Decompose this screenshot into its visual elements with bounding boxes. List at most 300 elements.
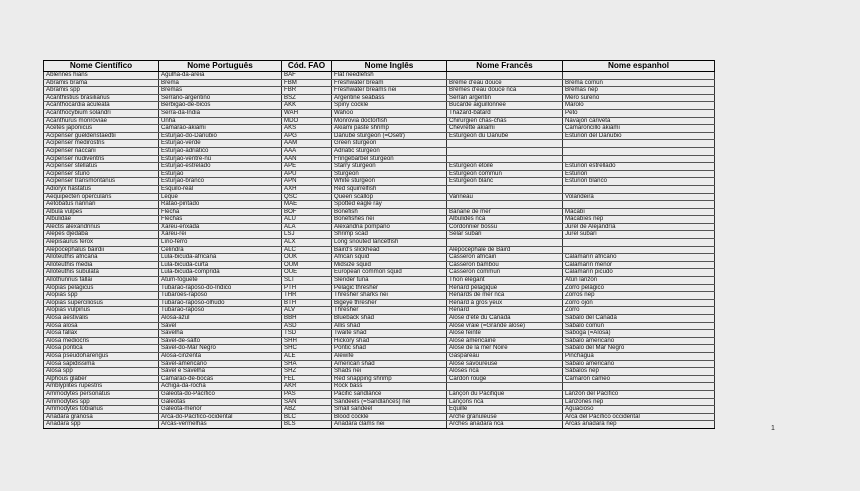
cell-fao-code: AAN xyxy=(282,155,332,163)
cell-spanish-name: Camaroncillo akiami xyxy=(563,125,715,133)
cell-portuguese-name: Esturjão-branco xyxy=(159,178,282,186)
cell-french-name: Sélar subari xyxy=(447,231,563,239)
cell-spanish-name: Sábalo americano xyxy=(563,360,715,368)
cell-scientific-name: Abramis spp xyxy=(44,87,159,95)
table-row xyxy=(44,223,715,231)
cell-portuguese-name: Ratão-pintado xyxy=(159,201,282,209)
cell-fao-code: AAM xyxy=(282,140,332,148)
table-row xyxy=(44,277,715,285)
cell-english-name: White sturgeon xyxy=(332,178,447,186)
cell-spanish-name: Esturión estrellado xyxy=(563,163,715,171)
cell-fao-code: BBH xyxy=(282,315,332,323)
cell-spanish-name: Arca del Pacífico occidental xyxy=(563,413,715,421)
cell-spanish-name: Macabíes nep xyxy=(563,216,715,224)
cell-french-name: Renards de mer nca xyxy=(447,292,563,300)
cell-spanish-name xyxy=(563,147,715,155)
cell-portuguese-name: Arcas-vermelhas xyxy=(159,421,282,429)
cell-portuguese-name: Lírio-ferro xyxy=(159,239,282,247)
cell-fao-code: AXH xyxy=(282,185,332,193)
cell-spanish-name: Sábalo americano xyxy=(563,337,715,345)
cell-french-name: Vanneau xyxy=(447,193,563,201)
cell-portuguese-name: Xareu-rei xyxy=(159,231,282,239)
cell-scientific-name: Amblyplites rupestris xyxy=(44,383,159,391)
cell-french-name xyxy=(447,239,563,247)
cell-french-name xyxy=(447,383,563,391)
header-fao-code: Cód. FAO xyxy=(282,61,332,72)
cell-portuguese-name: Lula-bicuda-africana xyxy=(159,254,282,262)
cell-french-name: Renard à gros yeux xyxy=(447,299,563,307)
cell-english-name: Blood cockle xyxy=(332,413,447,421)
cell-portuguese-name: Galeota-do-Pacífico xyxy=(159,390,282,398)
cell-spanish-name: Zorro xyxy=(563,307,715,315)
cell-fao-code: LSJ xyxy=(282,231,332,239)
cell-portuguese-name: Lula-bicuda-curta xyxy=(159,261,282,269)
cell-scientific-name: Alosa alosa xyxy=(44,322,159,330)
table-header xyxy=(44,61,715,72)
cell-french-name: Serran argentin xyxy=(447,94,563,102)
cell-spanish-name: Peto xyxy=(563,109,715,117)
cell-english-name: Freshwater breams nei xyxy=(332,87,447,95)
cell-fao-code: WAH xyxy=(282,109,332,117)
cell-english-name: Long snouted lancetfish xyxy=(332,239,447,247)
cell-fao-code: SLT xyxy=(282,277,332,285)
table-row xyxy=(44,254,715,262)
cell-spanish-name: Camarón cameo xyxy=(563,375,715,383)
cell-french-name: Aloses nca xyxy=(447,368,563,376)
cell-english-name: European common squid xyxy=(332,269,447,277)
cell-portuguese-name: Esturjão-do-Danúbio xyxy=(159,132,282,140)
cell-english-name: Allis shad xyxy=(332,322,447,330)
cell-spanish-name xyxy=(563,383,715,391)
species-names-table xyxy=(43,60,715,429)
cell-french-name: Alose vraie (=Grande alose) xyxy=(447,322,563,330)
cell-english-name: African squid xyxy=(332,254,447,262)
cell-portuguese-name: Esquilo-real xyxy=(159,185,282,193)
cell-scientific-name: Abramis brama xyxy=(44,79,159,87)
table-row xyxy=(44,109,715,117)
cell-fao-code: TSD xyxy=(282,330,332,338)
cell-spanish-name: Sábalo del Canadá xyxy=(563,315,715,323)
table-body xyxy=(44,72,715,429)
cell-english-name: Blueback shad xyxy=(332,315,447,323)
cell-scientific-name: Alosa pseudoharengus xyxy=(44,352,159,360)
cell-english-name: Spotted eagle ray xyxy=(332,201,447,209)
cell-fao-code: BLS xyxy=(282,421,332,429)
cell-spanish-name: Lanzones nep xyxy=(563,398,715,406)
table-row xyxy=(44,360,715,368)
cell-fao-code: BOF xyxy=(282,208,332,216)
cell-scientific-name: Aetobatus narinari xyxy=(44,201,159,209)
cell-fao-code: ALC xyxy=(282,246,332,254)
cell-fao-code: AKK xyxy=(282,102,332,110)
cell-english-name: Queen scallop xyxy=(332,193,447,201)
cell-spanish-name: Sábalo común xyxy=(563,322,715,330)
cell-portuguese-name: Alosa-azul xyxy=(159,315,282,323)
cell-portuguese-name: Leque xyxy=(159,193,282,201)
cell-spanish-name: Volandeira xyxy=(563,193,715,201)
cell-portuguese-name: Sável xyxy=(159,322,282,330)
cell-scientific-name: Aequipecten opercularis xyxy=(44,193,159,201)
cell-portuguese-name: Sável-americano xyxy=(159,360,282,368)
cell-fao-code: ALV xyxy=(282,307,332,315)
cell-fao-code: SAN xyxy=(282,398,332,406)
cell-french-name: Chirurgien chas-chas xyxy=(447,117,563,125)
table-row xyxy=(44,208,715,216)
cell-scientific-name: Alloteuthis media xyxy=(44,261,159,269)
header-english-name: Nome Inglês xyxy=(332,61,447,72)
cell-spanish-name: Atún lanzón xyxy=(563,277,715,285)
cell-scientific-name: Anadara granosa xyxy=(44,413,159,421)
table-row xyxy=(44,269,715,277)
cell-spanish-name xyxy=(563,72,715,80)
table-row xyxy=(44,201,715,209)
cell-fao-code: FBM xyxy=(282,79,332,87)
cell-english-name: Pelagic thresher xyxy=(332,284,447,292)
cell-scientific-name: Alphous glaber xyxy=(44,375,159,383)
cell-scientific-name: Acipenser medirostris xyxy=(44,140,159,148)
header-spanish-name: Nome espanhol xyxy=(563,61,715,72)
cell-french-name: Brème d'eau douce xyxy=(447,79,563,87)
table-row xyxy=(44,163,715,171)
cell-fao-code: ALX xyxy=(282,239,332,247)
cell-french-name: Alose d'été du Canada xyxy=(447,315,563,323)
cell-fao-code: BTH xyxy=(282,299,332,307)
cell-english-name: Fringebarbel sturgeon xyxy=(332,155,447,163)
cell-scientific-name: Acanthurus monroviae xyxy=(44,117,159,125)
cell-french-name: Alépocéphale de Baird xyxy=(447,246,563,254)
cell-french-name: Esturgeon commun xyxy=(447,170,563,178)
cell-english-name: Red snapping shrimp xyxy=(332,375,447,383)
cell-portuguese-name: Brema xyxy=(159,79,282,87)
cell-english-name: Sandeels (=Sandlances) nei xyxy=(332,398,447,406)
cell-english-name: Bonefishes nei xyxy=(332,216,447,224)
cell-fao-code: OUE xyxy=(282,269,332,277)
cell-portuguese-name: Esturjão-ventre-nú xyxy=(159,155,282,163)
cell-portuguese-name: Achigã-da-rocha xyxy=(159,383,282,391)
cell-scientific-name: Albula vulpes xyxy=(44,208,159,216)
cell-french-name: Lançons nca xyxy=(447,398,563,406)
table-row xyxy=(44,375,715,383)
cell-spanish-name xyxy=(563,155,715,163)
cell-french-name: Cardon rouge xyxy=(447,375,563,383)
cell-spanish-name: Bremas nep xyxy=(563,87,715,95)
table-row xyxy=(44,368,715,376)
cell-english-name: Hickory shad xyxy=(332,337,447,345)
cell-fao-code: MDO xyxy=(282,117,332,125)
table-row xyxy=(44,406,715,414)
cell-scientific-name: Alloteuthis subulata xyxy=(44,269,159,277)
header-scientific-name: Nome Científico xyxy=(44,61,159,72)
cell-english-name: Adriatic sturgeon xyxy=(332,147,447,155)
cell-fao-code: AKR xyxy=(282,383,332,391)
cell-fao-code: BAF xyxy=(282,72,332,80)
header-portuguese-name: Nome Português xyxy=(159,61,282,72)
cell-french-name: Casseron africain xyxy=(447,254,563,262)
cell-scientific-name: Acanthocardia aculeata xyxy=(44,102,159,110)
cell-scientific-name: Alosa sapidissima xyxy=(44,360,159,368)
table-row xyxy=(44,87,715,95)
table-row xyxy=(44,94,715,102)
cell-french-name: Alose de la mer Noire xyxy=(447,345,563,353)
cell-french-name: Casseron commun xyxy=(447,269,563,277)
cell-spanish-name: Arcas anadara nep xyxy=(563,421,715,429)
cell-scientific-name: Ammodytes personatus xyxy=(44,390,159,398)
cell-scientific-name: Acipenser stellatus xyxy=(44,163,159,171)
cell-french-name xyxy=(447,147,563,155)
cell-english-name: American shad xyxy=(332,360,447,368)
table-row xyxy=(44,421,715,429)
cell-spanish-name: Marolo xyxy=(563,102,715,110)
table-row xyxy=(44,155,715,163)
cell-english-name: Rock bass xyxy=(332,383,447,391)
cell-spanish-name: Calamarín menor xyxy=(563,261,715,269)
cell-french-name: Thazard-bâtard xyxy=(447,109,563,117)
cell-english-name: Danube sturgeon (=Osetr) xyxy=(332,132,447,140)
table-row xyxy=(44,72,715,80)
cell-fao-code: APN xyxy=(282,178,332,186)
table-row xyxy=(44,345,715,353)
cell-portuguese-name: Esturjão xyxy=(159,170,282,178)
cell-scientific-name: Alopias superciliosus xyxy=(44,299,159,307)
cell-french-name: Lançon du Pacifique xyxy=(447,390,563,398)
cell-fao-code: APG xyxy=(282,132,332,140)
cell-scientific-name: Anadara spp xyxy=(44,421,159,429)
cell-fao-code: PAS xyxy=(282,390,332,398)
cell-english-name: Thresher sharks nei xyxy=(332,292,447,300)
table-row xyxy=(44,216,715,224)
cell-english-name: Akiami paste shrimp xyxy=(332,125,447,133)
table-row xyxy=(44,261,715,269)
cell-fao-code: ALA xyxy=(282,223,332,231)
cell-fao-code: ASD xyxy=(282,322,332,330)
cell-french-name: Bucarde aiguillonnee xyxy=(447,102,563,110)
cell-english-name: Alexandria pompano xyxy=(332,223,447,231)
cell-fao-code: THR xyxy=(282,292,332,300)
table-row xyxy=(44,337,715,345)
cell-english-name: Flat needlefish xyxy=(332,72,447,80)
cell-fao-code: BLC xyxy=(282,413,332,421)
table-row xyxy=(44,322,715,330)
cell-fao-code: BSZ xyxy=(282,94,332,102)
cell-fao-code: SHZ xyxy=(282,368,332,376)
cell-spanish-name: Sábalos nep xyxy=(563,368,715,376)
cell-english-name: Thresher xyxy=(332,307,447,315)
cell-spanish-name xyxy=(563,201,715,209)
cell-portuguese-name: Lula-bicuda-comprida xyxy=(159,269,282,277)
cell-english-name: Green sturgeon xyxy=(332,140,447,148)
table-row xyxy=(44,398,715,406)
cell-french-name: Arche granuleuse xyxy=(447,413,563,421)
cell-spanish-name xyxy=(563,185,715,193)
cell-french-name xyxy=(447,155,563,163)
table-row xyxy=(44,299,715,307)
cell-portuguese-name: Serrano-argentino xyxy=(159,94,282,102)
cell-english-name: Pacific sandlance xyxy=(332,390,447,398)
cell-scientific-name: Acipenser transmontanus xyxy=(44,178,159,186)
cell-scientific-name: Acipenser gueldenstaedtii xyxy=(44,132,159,140)
cell-english-name: Sturgeon xyxy=(332,170,447,178)
cell-portuguese-name: Tubarão-raposo xyxy=(159,307,282,315)
cell-spanish-name: Zorros nep xyxy=(563,292,715,300)
cell-spanish-name: Esturión xyxy=(563,170,715,178)
cell-french-name: Casseron bambou xyxy=(447,261,563,269)
cell-portuguese-name: Celindra xyxy=(159,246,282,254)
cell-french-name: Cordonnier bossu xyxy=(447,223,563,231)
cell-portuguese-name: Esturjão-estrelado xyxy=(159,163,282,171)
cell-portuguese-name: Alosa-cinzenta xyxy=(159,352,282,360)
table-row xyxy=(44,246,715,254)
cell-english-name: Starry sturgeon xyxy=(332,163,447,171)
cell-spanish-name: Pinchagua xyxy=(563,352,715,360)
cell-english-name: Anadara clams nei xyxy=(332,421,447,429)
cell-scientific-name: Alloteuthis africana xyxy=(44,254,159,262)
cell-english-name: Monrovia doctorfish xyxy=(332,117,447,125)
cell-scientific-name: Albulidae xyxy=(44,216,159,224)
cell-english-name: Twaite shad xyxy=(332,330,447,338)
cell-fao-code: SHA xyxy=(282,360,332,368)
cell-spanish-name: Esturión blanco xyxy=(563,178,715,186)
cell-portuguese-name: Camarão-akiami xyxy=(159,125,282,133)
cell-english-name: Argentine seabass xyxy=(332,94,447,102)
cell-spanish-name: Mero sureño xyxy=(563,94,715,102)
cell-scientific-name: Alepes djedaba xyxy=(44,231,159,239)
cell-fao-code: APU xyxy=(282,170,332,178)
table-row xyxy=(44,79,715,87)
header-row xyxy=(44,61,715,72)
table-row xyxy=(44,231,715,239)
cell-scientific-name: Ablennes hians xyxy=(44,72,159,80)
cell-portuguese-name: Flechas xyxy=(159,216,282,224)
cell-spanish-name: Brema común xyxy=(563,79,715,87)
cell-spanish-name: Aguacioso xyxy=(563,406,715,414)
cell-english-name: Baird's slickhead xyxy=(332,246,447,254)
table-row xyxy=(44,102,715,110)
cell-portuguese-name: Agulha-da-areia xyxy=(159,72,282,80)
cell-spanish-name: Zorro ojón xyxy=(563,299,715,307)
table-row xyxy=(44,185,715,193)
table-row xyxy=(44,307,715,315)
cell-portuguese-name: Unha xyxy=(159,117,282,125)
cell-english-name: Shrimp scad xyxy=(332,231,447,239)
table-row xyxy=(44,284,715,292)
cell-scientific-name: Alopias pelagicus xyxy=(44,284,159,292)
cell-english-name: Bigeye thresher xyxy=(332,299,447,307)
cell-scientific-name: Alepisaurus ferox xyxy=(44,239,159,247)
table-row xyxy=(44,390,715,398)
cell-spanish-name: Jurel subarí xyxy=(563,231,715,239)
cell-portuguese-name: Xareu-enxada xyxy=(159,223,282,231)
cell-portuguese-name: Atum-foguete xyxy=(159,277,282,285)
cell-english-name: Slender tuna xyxy=(332,277,447,285)
table-row xyxy=(44,193,715,201)
cell-scientific-name: Alosa mediocris xyxy=(44,337,159,345)
cell-portuguese-name: Berbigão-de-bicos xyxy=(159,102,282,110)
cell-portuguese-name: Tubarão-raposo-olhudo xyxy=(159,299,282,307)
cell-portuguese-name: Savelha xyxy=(159,330,282,338)
cell-portuguese-name: Serra-da-Índia xyxy=(159,109,282,117)
cell-scientific-name: Acipenser naccarii xyxy=(44,147,159,155)
cell-english-name: Red squirrelfish xyxy=(332,185,447,193)
cell-fao-code: OUM xyxy=(282,261,332,269)
cell-portuguese-name: Tubarões-raposo xyxy=(159,292,282,300)
cell-portuguese-name: Sável-de-salto xyxy=(159,337,282,345)
cell-scientific-name: Alopias spp xyxy=(44,292,159,300)
cell-scientific-name: Alepocephalus bairdii xyxy=(44,246,159,254)
cell-portuguese-name: Bremas xyxy=(159,87,282,95)
cell-scientific-name: Alosa aestivalis xyxy=(44,315,159,323)
cell-english-name: Small sandeel xyxy=(332,406,447,414)
cell-spanish-name: Calamarín picudo xyxy=(563,269,715,277)
cell-english-name: Wahoo xyxy=(332,109,447,117)
cell-french-name: Gaspareau xyxy=(447,352,563,360)
cell-scientific-name: Adioryx hastatus xyxy=(44,185,159,193)
cell-portuguese-name: Camarão-de-bocas xyxy=(159,375,282,383)
cell-portuguese-name: Flecha xyxy=(159,208,282,216)
cell-french-name: Chevrette akiami xyxy=(447,125,563,133)
cell-english-name: Shads nei xyxy=(332,368,447,376)
table-row xyxy=(44,140,715,148)
cell-portuguese-name: Galeotas xyxy=(159,398,282,406)
cell-french-name: Banane de mer xyxy=(447,208,563,216)
table-row xyxy=(44,383,715,391)
cell-french-name: Alose feinte xyxy=(447,330,563,338)
page-number: 1 xyxy=(771,425,775,432)
cell-spanish-name xyxy=(563,140,715,148)
cell-french-name: Thon élégant xyxy=(447,277,563,285)
cell-spanish-name xyxy=(563,246,715,254)
cell-fao-code: OUK xyxy=(282,254,332,262)
cell-scientific-name: Allothunnus fallai xyxy=(44,277,159,285)
cell-portuguese-name: Galeota-menor xyxy=(159,406,282,414)
cell-french-name xyxy=(447,201,563,209)
cell-fao-code: SHH xyxy=(282,337,332,345)
cell-scientific-name: Alosa fallax xyxy=(44,330,159,338)
cell-french-name xyxy=(447,185,563,193)
cell-portuguese-name: Sável-do-Mar Negro xyxy=(159,345,282,353)
cell-french-name: Equille xyxy=(447,406,563,414)
table-row xyxy=(44,315,715,323)
cell-french-name: Albulidés nca xyxy=(447,216,563,224)
cell-scientific-name: Acipenser nudiventris xyxy=(44,155,159,163)
cell-scientific-name: Alopias vulpinus xyxy=(44,307,159,315)
cell-spanish-name: Lanzón del Pacífico xyxy=(563,390,715,398)
cell-spanish-name: Jurel de Alejandría xyxy=(563,223,715,231)
cell-english-name: Midsize squid xyxy=(332,261,447,269)
cell-portuguese-name: Sável e Savelha xyxy=(159,368,282,376)
cell-english-name: Spiny cockle xyxy=(332,102,447,110)
header-french-name: Nome Francês xyxy=(447,61,563,72)
cell-fao-code: APE xyxy=(282,163,332,171)
table-row xyxy=(44,117,715,125)
cell-portuguese-name: Tubarão-raposo-do-Índico xyxy=(159,284,282,292)
cell-scientific-name: Alectis alexandrinus xyxy=(44,223,159,231)
cell-spanish-name: Navajón cariveta xyxy=(563,117,715,125)
cell-english-name: Pontic shad xyxy=(332,345,447,353)
cell-fao-code: FEL xyxy=(282,375,332,383)
table-row xyxy=(44,413,715,421)
cell-portuguese-name: Esturjão-verde xyxy=(159,140,282,148)
cell-french-name: Renard pélagique xyxy=(447,284,563,292)
table-row xyxy=(44,239,715,247)
cell-scientific-name: Acanthistius brasilianus xyxy=(44,94,159,102)
cell-scientific-name: Acanthocybium solandri xyxy=(44,109,159,117)
cell-fao-code: ABZ xyxy=(282,406,332,414)
cell-fao-code: QSC xyxy=(282,193,332,201)
cell-french-name: Renard xyxy=(447,307,563,315)
cell-french-name: Arches anadara nca xyxy=(447,421,563,429)
cell-spanish-name: Saboga (=Alosa) xyxy=(563,330,715,338)
table-row xyxy=(44,352,715,360)
